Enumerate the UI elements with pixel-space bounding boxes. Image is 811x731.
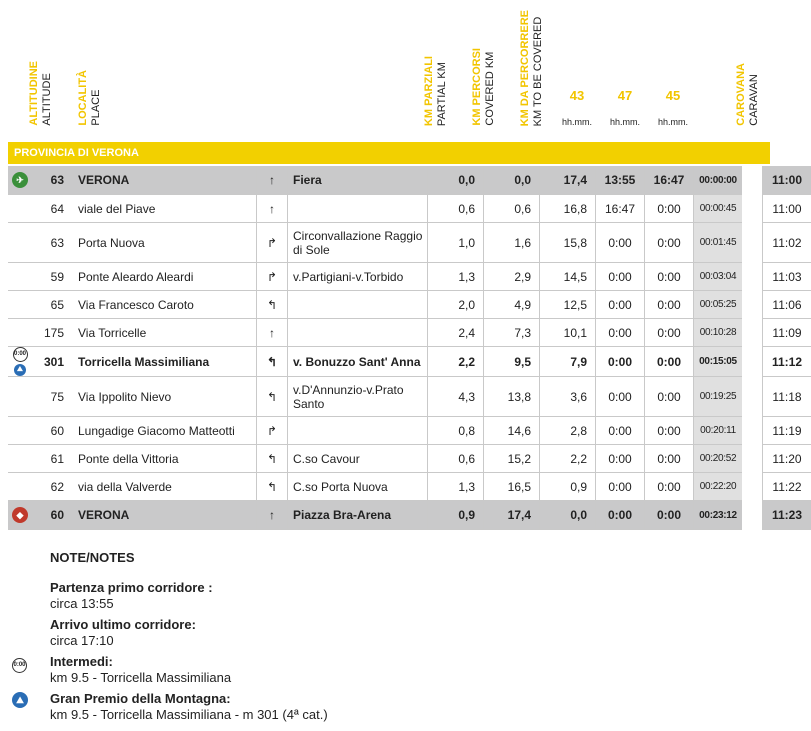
altitude-cell: 59 [32, 263, 72, 291]
street-cell: Circonvallazione Raggio di Sole [288, 223, 428, 263]
unit-label: hh.mm. [561, 117, 592, 127]
direction-arrow: ↑ [257, 166, 288, 195]
altitude-cell: 75 [32, 377, 72, 417]
table-row [8, 377, 811, 417]
time-43-cell: 0:00 [596, 377, 645, 417]
caravan-time-cell: 11:06 [763, 291, 811, 319]
partial-km-cell: 2,0 [428, 291, 484, 319]
time-45-cell: 00:19:25 [694, 377, 743, 417]
row-icon-cell [8, 445, 32, 473]
place-header: LOCALITÀ PLACE [77, 70, 102, 126]
caravan-time-cell: 11:00 [763, 166, 811, 195]
row-icon-cell [8, 473, 32, 501]
covered-km-cell: 13,8 [484, 377, 540, 417]
time-47-cell: 0:00 [645, 501, 694, 530]
caravan-time-cell: 11:18 [763, 377, 811, 417]
row-icon-cell [8, 223, 32, 263]
row-icon-cell [8, 263, 32, 291]
column-gap [742, 263, 763, 291]
time-47-cell: 0:00 [645, 347, 694, 377]
direction-arrow: ↰ [257, 473, 288, 501]
time-45-cell: 00:10:28 [694, 319, 743, 347]
km-to-cover-cell: 15,8 [540, 223, 596, 263]
speed-47-header: 47 [617, 88, 633, 103]
time-43-cell: 0:00 [596, 347, 645, 377]
notes-section [50, 550, 328, 728]
time-47-cell: 0:00 [645, 377, 694, 417]
row-icon-cell [8, 319, 32, 347]
covered-km-cell: 4,9 [484, 291, 540, 319]
province-bar: PROVINCIA DI VERONA [8, 142, 770, 164]
time-43-cell: 13:55 [596, 166, 645, 195]
km-to-cover-cell: 2,8 [540, 417, 596, 445]
column-gap [742, 347, 763, 377]
caravan-time-cell: 11:03 [763, 263, 811, 291]
unit-label: hh.mm. [609, 117, 640, 127]
column-gap [742, 445, 763, 473]
km-to-cover-header: KM DA PERCORRERE KM TO BE COVERED [519, 9, 544, 126]
notes-title: NOTE/NOTES [50, 550, 135, 565]
place-cell: Via Francesco Caroto [72, 291, 257, 319]
time-43-cell: 16:47 [596, 195, 645, 223]
partial-km-cell: 2,4 [428, 319, 484, 347]
caravan-time-cell: 11:23 [763, 501, 811, 530]
gpm-label: Gran Premio della Montagna: [50, 691, 231, 706]
place-cell: Via Ippolito Nievo [72, 377, 257, 417]
time-45-cell: 00:22:20 [694, 473, 743, 501]
km-to-cover-cell: 12,5 [540, 291, 596, 319]
time-45-cell: 00:03:04 [694, 263, 743, 291]
km-to-cover-cell: 3,6 [540, 377, 596, 417]
time-45-cell: 00:05:25 [694, 291, 743, 319]
time-45-cell: 00:15:05 [694, 347, 743, 377]
time-43-cell: 0:00 [596, 291, 645, 319]
covered-km-cell: 0,6 [484, 195, 540, 223]
table-row [8, 166, 811, 195]
itinerary-table [8, 166, 811, 530]
altitude-header: ALTITUDINE ALTITUDE [28, 61, 53, 126]
covered-km-cell: 1,6 [484, 223, 540, 263]
unit-label: hh.mm. [657, 117, 688, 127]
table-row [8, 417, 811, 445]
km-to-cover-cell: 7,9 [540, 347, 596, 377]
partial-km-cell: 0,6 [428, 195, 484, 223]
time-45-cell: 00:20:11 [694, 417, 743, 445]
departure-value: circa 13:55 [50, 596, 114, 611]
table-row [8, 501, 811, 530]
column-gap [742, 291, 763, 319]
finish-icon: ◆ [12, 507, 28, 523]
time-47-cell: 0:00 [645, 291, 694, 319]
place-cell: Porta Nuova [72, 223, 257, 263]
table-row [8, 291, 811, 319]
km-to-cover-cell: 16,8 [540, 195, 596, 223]
direction-arrow: ↑ [257, 319, 288, 347]
time-45-cell: 00:00:45 [694, 195, 743, 223]
direction-arrow: ↰ [257, 377, 288, 417]
partial-km-cell: 0,6 [428, 445, 484, 473]
km-to-cover-cell: 14,5 [540, 263, 596, 291]
arrival-value: circa 17:10 [50, 633, 114, 648]
table-header [0, 0, 780, 140]
place-cell: Torricella Massimiliana [72, 347, 257, 377]
direction-arrow: ↰ [257, 347, 288, 377]
street-cell [288, 319, 428, 347]
altitude-cell: 65 [32, 291, 72, 319]
mountain-gpm-icon: ⛰ [12, 692, 28, 708]
direction-arrow: ↑ [257, 195, 288, 223]
street-cell: v.D'Annunzio-v.Prato Santo [288, 377, 428, 417]
covered-km-cell: 15,2 [484, 445, 540, 473]
arrival-label: Arrivo ultimo corridore: [50, 617, 196, 632]
altitude-cell: 64 [32, 195, 72, 223]
caravan-time-cell: 11:02 [763, 223, 811, 263]
altitude-cell: 60 [32, 501, 72, 530]
row-icon-cell [8, 291, 32, 319]
altitude-cell: 175 [32, 319, 72, 347]
caravan-time-cell: 11:19 [763, 417, 811, 445]
column-gap [742, 319, 763, 347]
caravan-time-cell: 11:20 [763, 445, 811, 473]
time-47-cell: 0:00 [645, 223, 694, 263]
caravan-time-cell: 11:12 [763, 347, 811, 377]
time-45-cell: 00:01:45 [694, 223, 743, 263]
intermediate-value: km 9.5 - Torricella Massimiliana [50, 670, 232, 685]
time-47-cell: 0:00 [645, 473, 694, 501]
partial-km-cell: 0,9 [428, 501, 484, 530]
km-to-cover-cell: 0,0 [540, 501, 596, 530]
column-gap [742, 377, 763, 417]
table-row [8, 195, 811, 223]
time-47-cell: 0:00 [645, 263, 694, 291]
covered-km-cell: 9,5 [484, 347, 540, 377]
place-cell: via della Valverde [72, 473, 257, 501]
covered-km-cell: 7,3 [484, 319, 540, 347]
caravan-time-cell: 11:22 [763, 473, 811, 501]
partial-km-cell: 4,3 [428, 377, 484, 417]
table-row [8, 347, 811, 377]
row-icon-cell [8, 195, 32, 223]
time-47-cell: 0:00 [645, 319, 694, 347]
altitude-cell: 63 [32, 166, 72, 195]
altitude-cell: 301 [32, 347, 72, 377]
street-cell: v.Partigiani-v.Torbido [288, 263, 428, 291]
altitude-cell: 61 [32, 445, 72, 473]
intermediate-label: Intermedi: [50, 654, 113, 669]
partial-km-header: KM PARZIALI PARTIAL KM [423, 55, 448, 126]
place-cell: Via Torricelle [72, 319, 257, 347]
table-row [8, 319, 811, 347]
street-cell [288, 195, 428, 223]
column-gap [742, 166, 763, 195]
place-cell: VERONA [72, 501, 257, 530]
time-43-cell: 0:00 [596, 473, 645, 501]
caravan-time-cell: 11:09 [763, 319, 811, 347]
place-cell: Lungadige Giacomo Matteotti [72, 417, 257, 445]
covered-km-cell: 17,4 [484, 501, 540, 530]
time-45-cell: 00:23:12 [694, 501, 743, 530]
direction-arrow: ↱ [257, 223, 288, 263]
departure-label: Partenza primo corridore : [50, 580, 213, 595]
gpm-value: km 9.5 - Torricella Massimiliana - m 301 (4ª cat.) [50, 707, 328, 722]
table-row [8, 445, 811, 473]
column-gap [742, 223, 763, 263]
street-cell: C.so Porta Nuova [288, 473, 428, 501]
partial-km-cell: 2,2 [428, 347, 484, 377]
stopwatch-icon: 0:00 [13, 347, 28, 362]
table-row [8, 223, 811, 263]
place-cell: Ponte Aleardo Aleardi [72, 263, 257, 291]
row-icon-cell [8, 501, 32, 530]
direction-arrow: ↱ [257, 417, 288, 445]
covered-km-header: KM PERCORSI COVERED KM [471, 48, 496, 126]
place-cell: VERONA [72, 166, 257, 195]
partial-km-cell: 1,0 [428, 223, 484, 263]
time-45-cell: 00:20:52 [694, 445, 743, 473]
covered-km-cell: 14,6 [484, 417, 540, 445]
altitude-cell: 60 [32, 417, 72, 445]
altitude-cell: 62 [32, 473, 72, 501]
time-43-cell: 0:00 [596, 417, 645, 445]
column-gap [742, 195, 763, 223]
caravan-time-cell: 11:00 [763, 195, 811, 223]
row-icon-cell [8, 377, 32, 417]
km-to-cover-cell: 17,4 [540, 166, 596, 195]
km-to-cover-cell: 0,9 [540, 473, 596, 501]
time-43-cell: 0:00 [596, 445, 645, 473]
direction-arrow: ↑ [257, 501, 288, 530]
time-43-cell: 0:00 [596, 501, 645, 530]
covered-km-cell: 0,0 [484, 166, 540, 195]
street-cell: Fiera [288, 166, 428, 195]
start-flag-icon: ✈ [12, 172, 28, 188]
partial-km-cell: 1,3 [428, 263, 484, 291]
row-icon-cell [8, 347, 32, 377]
time-43-cell: 0:00 [596, 263, 645, 291]
stopwatch-icon: 0:00 [12, 658, 27, 673]
row-icon-cell [8, 166, 32, 195]
time-47-cell: 0:00 [645, 445, 694, 473]
mountain-gpm-icon: ⛰ [14, 364, 26, 376]
street-cell: v. Bonuzzo Sant' Anna [288, 347, 428, 377]
speed-43-header: 43 [569, 88, 585, 103]
caravan-header: CAROVANA CARAVAN [735, 63, 760, 126]
time-47-cell: 16:47 [645, 166, 694, 195]
direction-arrow: ↰ [257, 445, 288, 473]
covered-km-cell: 16,5 [484, 473, 540, 501]
time-47-cell: 0:00 [645, 417, 694, 445]
column-gap [742, 473, 763, 501]
table-row [8, 473, 811, 501]
column-gap [742, 501, 763, 530]
partial-km-cell: 0,8 [428, 417, 484, 445]
speed-45-header: 45 [665, 88, 681, 103]
time-43-cell: 0:00 [596, 223, 645, 263]
street-cell: C.so Cavour [288, 445, 428, 473]
time-47-cell: 0:00 [645, 195, 694, 223]
time-43-cell: 0:00 [596, 319, 645, 347]
altitude-cell: 63 [32, 223, 72, 263]
street-cell [288, 291, 428, 319]
column-gap [742, 417, 763, 445]
table-row [8, 263, 811, 291]
partial-km-cell: 1,3 [428, 473, 484, 501]
row-icon-cell [8, 417, 32, 445]
km-to-cover-cell: 2,2 [540, 445, 596, 473]
partial-km-cell: 0,0 [428, 166, 484, 195]
time-45-cell: 00:00:00 [694, 166, 743, 195]
place-cell: viale del Piave [72, 195, 257, 223]
place-cell: Ponte della Vittoria [72, 445, 257, 473]
direction-arrow: ↰ [257, 291, 288, 319]
street-cell: Piazza Bra-Arena [288, 501, 428, 530]
direction-arrow: ↱ [257, 263, 288, 291]
km-to-cover-cell: 10,1 [540, 319, 596, 347]
covered-km-cell: 2,9 [484, 263, 540, 291]
street-cell [288, 417, 428, 445]
